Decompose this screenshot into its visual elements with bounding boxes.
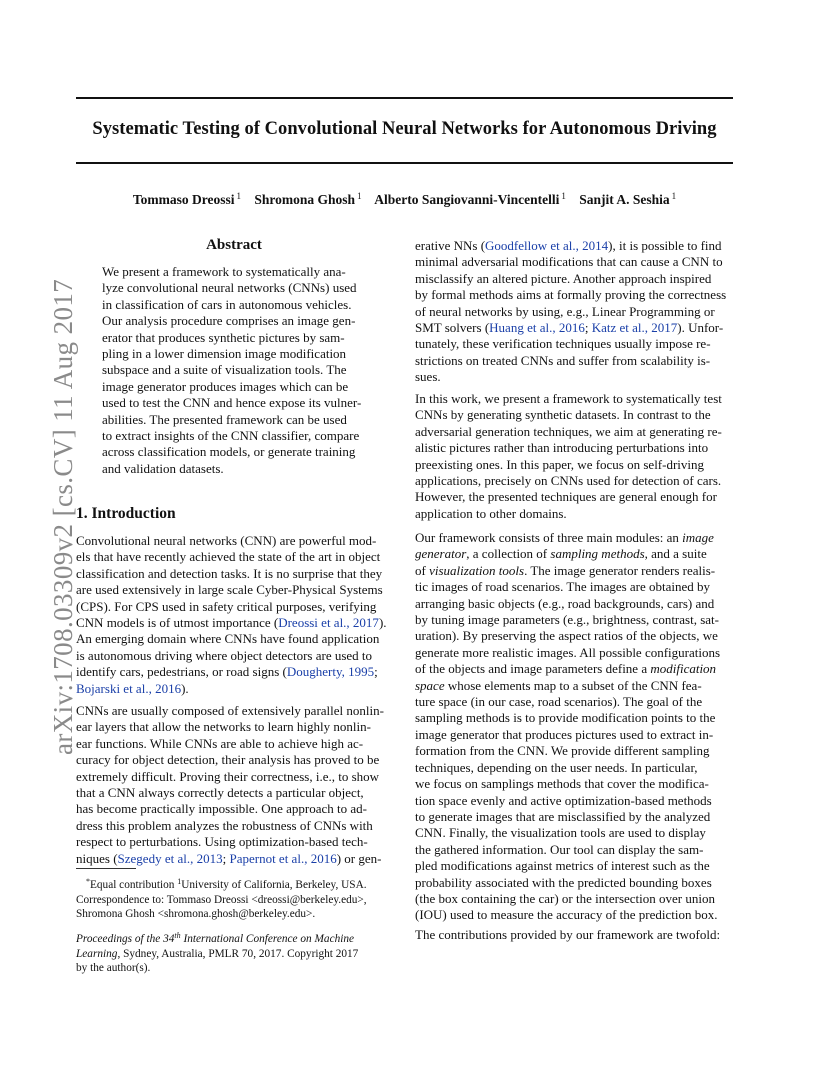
footnote-rule: [76, 868, 136, 869]
author-list: [76, 191, 733, 208]
right-paragraph-4: The contributions provided by our framework are twofold:: [415, 927, 721, 942]
author: Alberto Sangiovanni-Vincentelli $^1$: [374, 191, 566, 207]
citation-link[interactable]: Dreossi et al., 2017: [278, 615, 379, 631]
citation-link[interactable]: Goodfellow et al., 2014: [485, 238, 609, 253]
author: Sanjit A. Seshia $^1$: [579, 191, 677, 207]
section-heading-introduction: 1. Introduction: [76, 505, 176, 522]
right-paragraph-1: erative NNs (Goodfellow et al., 2014), it is possible to find minimal adversarial modifications that can cause a CNN to misclassify an altered picture. Another approach inspired by formal methods aims at formally proving the correctness of neural networks by using, e.g., Linear Programming or SMT solvers (Huang et al., 2016; Katz et al., 2017). Unfor- tunately, these verification techniques usually impose re- strictions on treated CNNs and suffer from scalability is- sues.: [415, 238, 727, 385]
arxiv-stamp: [20, 278, 78, 760]
citation-link[interactable]: Bojarski et al., 2016: [76, 680, 182, 696]
intro-paragraph-1: Convolutional neural networks (CNN) are powerful mod- els that have recently achieved the state of the art in object classification and detection tasks. It is no surprise that they are used extensively in large scale Cyber-Physical Systems (CPS). For CPS used in safety critical purposes, verifying CNN models is of utmost importance (Dreossi et al., 2017). An emerging domain where CNNs have found application is autonomous driving where object detectors are used to identify cars, pedestrians, or road signs (Dougherty, 1995; Bojarski et al., 2016).: [76, 533, 387, 696]
intro-paragraph-2: CNNs are usually composed of extensively parallel nonlin- ear layers that allow the networks to learn highly nonlin- ear functions. While CNNs are able to achieve high ac- curacy for object detection, their analysis has proved to be extremely difficult. Proving their correctness, i.e., to show that a CNN always correctly detects a particular object, has become practically impossible. One approach to ad- dress this problem analyzes the robustness of CNNs with respect to perturbations. Using optimization-based tech- niques (Szegedy et al., 2013; Papernot et al., 2016) or gen-: [76, 703, 384, 866]
author: Shromona Ghosh $^1$: [254, 191, 362, 207]
right-paragraph-3: Our framework consists of three main modules: an image generator, a collection of sampling methods, and a suite of visualization tools. The image generator renders realis- tic images of road scenarios. The images are obtained by arranging basic objects (e.g., road backgrounds, cars) and by tuning image parameters (e.g., brightness, contrast, sat- uration). By preserving the aspect ratios of the objects, we generate more realistic images. All possible configurations of the objects and image parameters define a modification space whose elements map to a subset of the CNN fea- ture space (in our case, road scenarios). The goal of the sampling methods is to provide modification points to the image generator that produces pictures used to extract in- formation from the CNN. We provide different sampling techniques, depending on the user needs. In particular, we focus on samplings methods that cover the modifica- tion space evenly and active optimization-based methods to generate images that are misclassified by the analyzed CNN. Finally, the visualization tools are used to display the gathered information. Our tool can display the sam- pled modifications against metrics of interest such as the probability associated with the predicted bounding boxes (the box containing the car) or the intersection over union (IOU) used to measure the accuracy of the prediction box.: [415, 530, 721, 923]
citation-link[interactable]: Szegedy et al., 2013: [117, 850, 223, 866]
citation-link[interactable]: Huang et al., 2016: [489, 320, 585, 336]
abstract-body: We present a framework to systematically ana- lyze convolutional neural networks (CNNs) used in classification of cars in autonomous vehicles. Our analysis procedure comprises an image gen- erator that produces synthetic pictures by sam- pling in a lower dimension image modification subspace and a suite of visualization tools. The image generator produces images which can be used to test the CNN and hence expose its vulner- abilities. The presented framework can be used to extract insights of the CNN classifier, compare across classification models, or generate training and validation datasets.: [102, 264, 362, 476]
paper-title: Systematic Testing of Convolutional Neural Networks for Autonomous Driving: [92, 119, 717, 139]
right-paragraph-2: In this work, we present a framework to systematically test CNNs by generating synthetic datasets. In contrast to the adversarial generation techniques, we aim at generating re- alistic pictures rather than introducing perturbations into preexisting ones. In this paper, we focus on self-driving applications, precisely on CNNs used for detection of cars. However, the presented techniques are general enough for application to other domains.: [415, 391, 722, 521]
citation-link[interactable]: Papernot et al., 2016: [229, 850, 337, 866]
title-rule-bottom: [76, 162, 733, 164]
abstract-heading: Abstract: [206, 237, 262, 253]
citation-link[interactable]: Katz et al., 2017: [591, 320, 678, 336]
proceedings-note: Proceedings of the 34th International Conference on Machine Learning, Sydney, Australia, PMLR 70, 2017. Copyright 2017 by the author(s).: [76, 931, 359, 975]
title-rule-top: [76, 97, 733, 99]
citation-link[interactable]: Dougherty, 1995: [286, 664, 375, 680]
author: Tommaso Dreossi $^1$: [132, 191, 242, 207]
arxiv-stamp-text: arXiv:1708.03309v2 [cs.CV] 11 Aug 2017: [48, 278, 78, 755]
footnote: *Equal contribution $^1$University of California, Berkeley, USA. Correspondence to: Tommaso Dreossi <dreossi@berkeley.edu>, Shromona Ghosh <shromona.ghosh@berkeley.edu>.: [76, 877, 367, 921]
